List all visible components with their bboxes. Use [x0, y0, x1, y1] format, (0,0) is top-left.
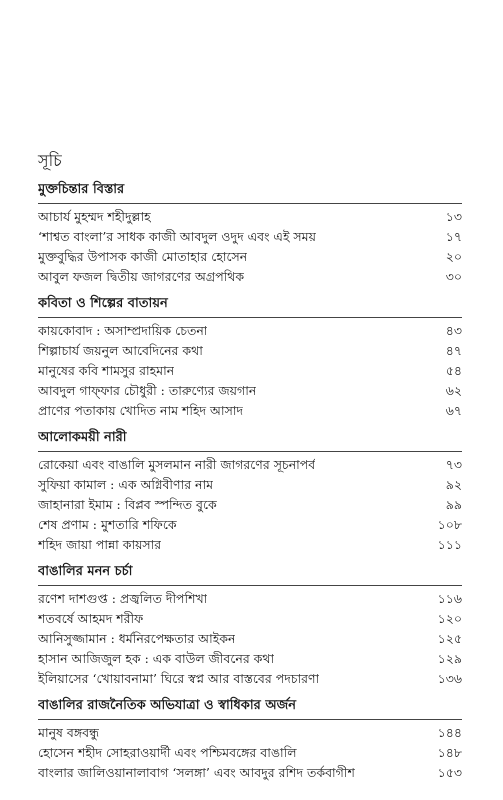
section-heading: কবিতা ও শিল্পের বাতায়ন — [38, 296, 168, 311]
entry-page-number: ১১৬ — [437, 591, 462, 606]
entry-title: ‘শাশ্বত বাংলা’র সাধক কাজী আবদুল ওদুদ এবং এই সময় — [38, 229, 316, 244]
toc-title: সূচি — [38, 151, 62, 170]
toc-entry[interactable] — [38, 207, 462, 227]
entry-page-number: ৪৭ — [445, 343, 462, 358]
entry-page-number: ৪৩ — [445, 323, 462, 338]
toc-entry[interactable] — [38, 609, 462, 629]
toc-entry[interactable] — [38, 267, 462, 287]
toc-entry[interactable] — [38, 321, 462, 341]
entry-page-number: ১২৫ — [437, 631, 462, 646]
toc-entry[interactable] — [38, 669, 462, 689]
section-divider — [38, 317, 462, 318]
entry-title: আবুল ফজল দ্বিতীয় জাগরণের অগ্রপথিক — [38, 269, 245, 284]
section-divider — [38, 203, 462, 204]
entry-title: শহিদ জায়া পান্না কায়সার — [38, 537, 162, 552]
entry-title: বাংলার জালিওয়ানালাবাগ ‘সলঙ্গা’ এবং আবদুর রশিদ তর্কবাগীশ — [38, 765, 355, 780]
toc-section — [38, 180, 462, 287]
entry-title: মানুষ বঙ্গবন্ধু — [38, 725, 99, 740]
toc-section — [38, 428, 462, 555]
entry-page-number: ৬৭ — [445, 403, 462, 418]
section-heading: মুক্তচিন্তার বিস্তার — [38, 182, 125, 197]
toc-section — [38, 294, 462, 421]
toc-entry[interactable] — [38, 723, 462, 743]
entry-page-number: ৯২ — [445, 477, 462, 492]
entry-title: রোকেয়া এবং বাঙালি মুসলমান নারী জাগরণের সূচনাপর্ব — [38, 457, 316, 472]
entry-title: হাসান আজিজুল হক : এক বাউল জীবনের কথা — [38, 651, 275, 666]
entry-title: প্রাণের পতাকায় খোদিত নাম শহিদ আসাদ — [38, 403, 244, 418]
toc-list — [38, 180, 462, 783]
entry-page-number: ৫৪ — [445, 363, 462, 378]
section-divider — [38, 451, 462, 452]
entry-title: রণেশ দাশগুপ্ত : প্রজ্বলিত দীপশিখা — [38, 591, 208, 606]
entry-title: আবদুল গাফ্ফার চৌধুরী : তারুণ্যের জয়গান — [38, 383, 257, 398]
toc-entry[interactable] — [38, 535, 462, 555]
entry-page-number: ১২৯ — [437, 651, 462, 666]
entry-title: আনিসুজ্জামান : ধর্মনিরপেক্ষতার আইকন — [38, 631, 236, 646]
entry-page-number: ২০ — [445, 249, 462, 264]
toc-entry[interactable] — [38, 455, 462, 475]
entry-title: ইলিয়াসের ‘খোয়াবনামা’ ঘিরে স্বপ্ন আর বাস্তবের পদচারণা — [38, 671, 320, 686]
entry-title: সুফিয়া কামাল : এক অগ্নিবীণার নাম — [38, 477, 214, 492]
section-divider — [38, 585, 462, 586]
entry-title: জাহানারা ইমাম : বিপ্লব স্পন্দিত বুকে — [38, 497, 217, 512]
entry-title: মানুষের কবি শামসুর রাহমান — [38, 363, 175, 378]
entry-page-number: ১৪৮ — [437, 745, 462, 760]
toc-entry[interactable] — [38, 227, 462, 247]
toc-entry[interactable] — [38, 361, 462, 381]
entry-page-number: ১৫৩ — [437, 765, 462, 780]
entry-page-number: ১৩৬ — [437, 671, 462, 686]
toc-entry[interactable] — [38, 341, 462, 361]
entry-title: আচার্য মুহম্মদ শহীদুল্লাহ — [38, 209, 151, 224]
section-heading: আলোকময়ী নারী — [38, 430, 127, 445]
toc-entry[interactable] — [38, 401, 462, 421]
toc-entry[interactable] — [38, 381, 462, 401]
section-heading: বাঙালির রাজনৈতিক অভিযাত্রা ও স্বাধিকার অর্জন — [38, 698, 296, 713]
toc-entry[interactable] — [38, 247, 462, 267]
entry-title: শতবর্ষে আহমদ শরীফ — [38, 611, 144, 626]
entry-page-number: ১১১ — [437, 537, 462, 552]
section-divider — [38, 719, 462, 720]
entry-page-number: ১৩ — [445, 209, 462, 224]
entry-page-number: ৭৩ — [445, 457, 462, 472]
entry-page-number: ৯৯ — [445, 497, 462, 512]
toc-entry[interactable] — [38, 763, 462, 783]
entry-page-number: ১০৮ — [437, 517, 462, 532]
toc-entry[interactable] — [38, 743, 462, 763]
entry-title: হোসেন শহীদ সোহরাওয়ার্দী এবং পশ্চিমবঙ্গের বাঙালি — [38, 745, 297, 760]
toc-entry[interactable] — [38, 629, 462, 649]
entry-page-number: ১২০ — [437, 611, 462, 626]
entry-title: কায়কোবাদ : অসাম্প্রদায়িক চেতনা — [38, 323, 208, 338]
entry-title: শেষ প্রণাম : মুশতারি শফিকে — [38, 517, 177, 532]
entry-page-number: ৬২ — [445, 383, 462, 398]
toc-entry[interactable] — [38, 515, 462, 535]
entry-title: শিল্পাচার্য জয়নুল আবেদিনের কথা — [38, 343, 203, 358]
toc-entry[interactable] — [38, 649, 462, 669]
toc-entry[interactable] — [38, 475, 462, 495]
entry-title: মুক্তবুদ্ধির উপাসক কাজী মোতাহার হোসেন — [38, 249, 248, 264]
toc-entry[interactable] — [38, 495, 462, 515]
entry-page-number: ৩০ — [445, 269, 462, 284]
section-heading: বাঙালির মনন চর্চা — [38, 564, 133, 579]
toc-entry[interactable] — [38, 589, 462, 609]
toc-section — [38, 696, 462, 783]
entry-page-number: ১৪৪ — [437, 725, 462, 740]
entry-page-number: ১৭ — [445, 229, 462, 244]
toc-section — [38, 562, 462, 689]
